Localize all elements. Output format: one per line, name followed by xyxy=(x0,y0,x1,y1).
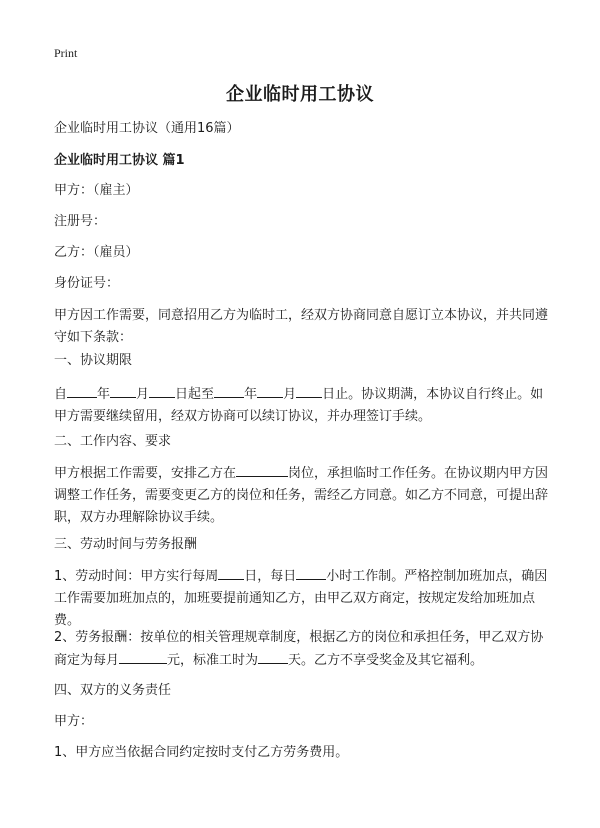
work-text-before: 甲方根据工作需要，安排乙方在 xyxy=(54,466,237,481)
term-text-from: 自 xyxy=(54,387,68,402)
intro-paragraph: 甲方因工作需要，同意招用乙方为临时工，经双方协商同意自愿订立本协议，并共同遵守如下条款： xyxy=(54,308,549,345)
hours-item-1-text-2: 日，每日 xyxy=(244,569,297,584)
hours-item-2-text-1: 2、劳务报酬：按单位的相关管理规章制度，根据乙方的岗位和承担任务，甲乙双方协商定为每月 xyxy=(54,630,544,668)
term-text-month: 月 xyxy=(136,387,150,402)
term-text-month-2: 月 xyxy=(283,387,297,402)
hours-item-1 xyxy=(54,565,554,632)
hours-item-2 xyxy=(54,627,554,672)
blank-standard-days xyxy=(258,649,288,664)
duties-item-1: 1、甲方应当依据合同约定按时支付乙方劳务费用。 xyxy=(54,745,349,760)
id-number-line: 身份证号： xyxy=(54,276,120,291)
print-label: Print xyxy=(54,46,78,60)
blank-start-day xyxy=(149,383,175,398)
document-title: 企业临时用工协议 xyxy=(226,84,374,105)
blank-end-day xyxy=(296,383,322,398)
blank-hours-per-day xyxy=(296,565,326,580)
hours-item-1-text-3: 小时工作制。严格控制加班加点，确因工作需要加班加点的，加班要提前通知乙方，由甲乙双方商定，按规定发给加班加点费。 xyxy=(54,569,548,628)
work-paragraph xyxy=(54,462,554,529)
duties-party-a: 甲方： xyxy=(54,714,94,729)
hours-item-1-text-1: 1、劳动时间：甲方实行每周 xyxy=(54,569,219,584)
term-text-rest: 日止。协议期满，本协议自行终止。如甲方需要继续留用，经双方协商可以续订协议，并办理签订手续。 xyxy=(54,387,544,424)
term-heading: 一、协议期限 xyxy=(54,353,133,368)
term-text-year: 年 xyxy=(97,387,111,402)
hours-heading: 三、劳动时间与劳务报酬 xyxy=(54,537,198,552)
term-text-year-2: 年 xyxy=(244,387,258,402)
hours-item-2-text-2: 元，标准工时为 xyxy=(167,653,259,668)
work-text-after: 岗位，承担临时工作任务。在协议期内甲方因调整工作任务，需要变更乙方的岗位和任务，需经乙方同意。如乙方不同意，可提出辞职，双方办理解除协议手续。 xyxy=(54,466,549,525)
blank-end-year xyxy=(214,383,244,398)
blank-start-year xyxy=(67,383,97,398)
party-a-line: 甲方：（雇主） xyxy=(54,183,139,198)
document-subtitle: 企业临时用工协议（通用16篇） xyxy=(54,121,240,136)
registration-number-line: 注册号： xyxy=(54,214,107,229)
term-text-until: 日起至 xyxy=(175,387,215,402)
blank-monthly-pay xyxy=(119,649,167,664)
party-b-line: 乙方：（雇员） xyxy=(54,245,139,260)
work-heading: 二、工作内容、要求 xyxy=(54,434,172,449)
blank-days-per-week xyxy=(218,565,244,580)
blank-position xyxy=(236,462,288,477)
hours-item-2-text-3: 天。乙方不享受奖金及其它福利。 xyxy=(288,653,484,668)
duties-heading: 四、双方的义务责任 xyxy=(54,683,172,698)
blank-end-month xyxy=(257,383,283,398)
section-heading: 企业临时用工协议 篇1 xyxy=(54,153,185,168)
term-paragraph xyxy=(54,383,554,428)
blank-start-month xyxy=(110,383,136,398)
